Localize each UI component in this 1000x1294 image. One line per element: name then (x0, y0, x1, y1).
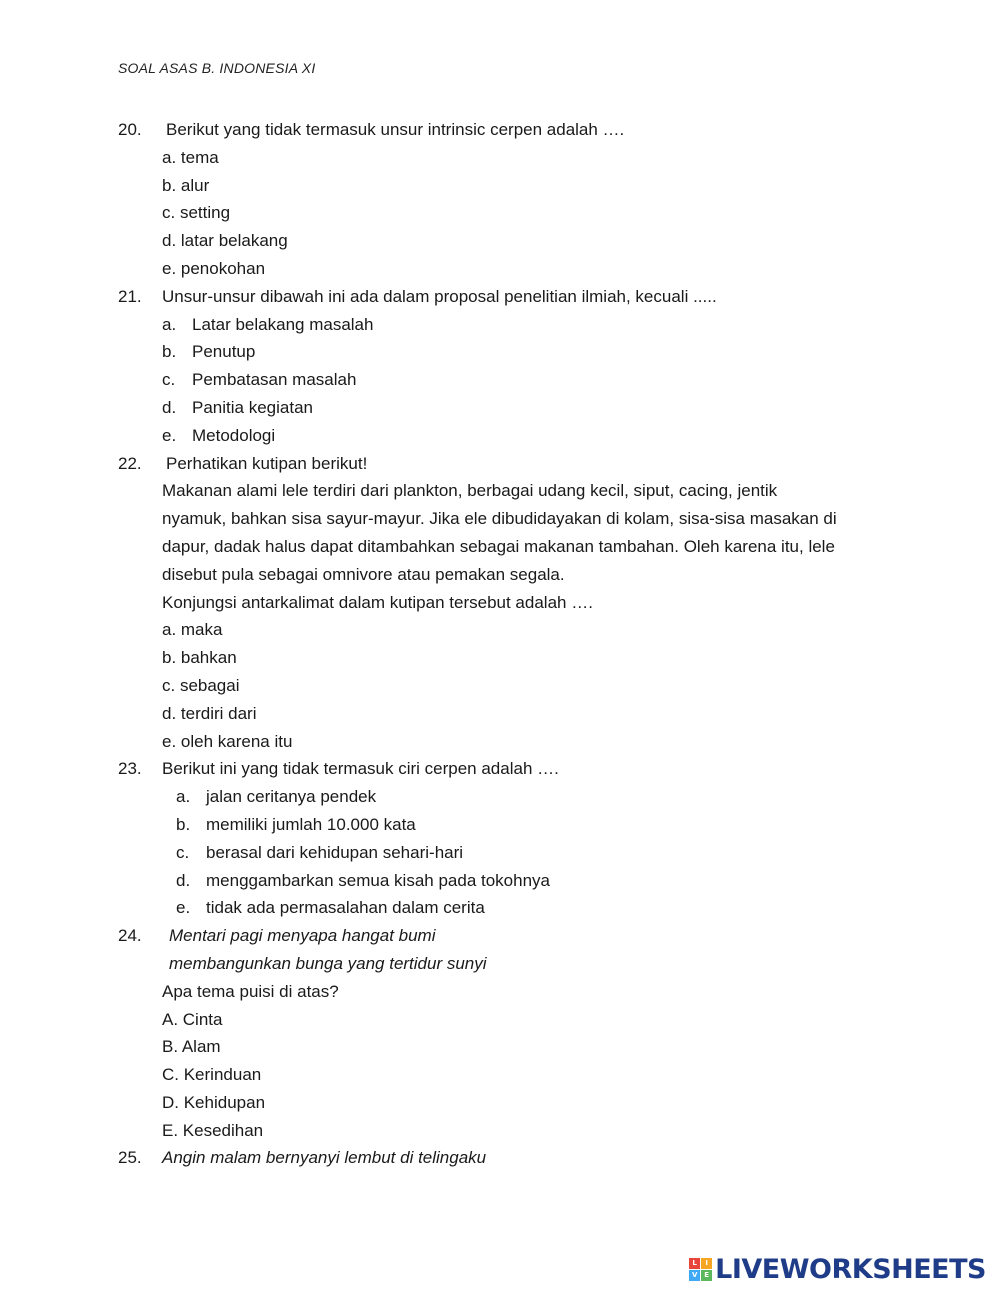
option-letter: c. (176, 842, 190, 862)
question-20 (118, 116, 888, 144)
option-text: berasal dari kehidupan sehari-hari (206, 842, 464, 862)
question-prompt: Konjungsi antarkalimat dalam kutipan tersebut adalah …. (162, 592, 593, 612)
option-letter: b. (176, 814, 191, 834)
poem-line: Angin malam bernyanyi lembut di telingaku (162, 1148, 487, 1168)
option-item[interactable]: C. Kerinduan (162, 1065, 262, 1085)
option-text: jalan ceritanya pendek (206, 787, 377, 807)
option-item[interactable] (118, 839, 888, 867)
option-item[interactable]: A. Cinta (162, 1009, 223, 1029)
option-letter: a. (162, 314, 177, 334)
option-item[interactable] (118, 394, 888, 422)
question-23 (118, 755, 888, 783)
option-item[interactable]: d. latar belakang (162, 231, 288, 251)
poem-line: membangunkan bunga yang tertidur sunyi (169, 953, 487, 973)
option-item[interactable]: D. Kehidupan (162, 1092, 266, 1112)
option-item[interactable]: a. tema (162, 147, 219, 167)
passage-line: Makanan alami lele terdiri dari plankton, berbagai udang kecil, siput, cacing, jentik (162, 481, 778, 501)
question-number: 24. (118, 926, 142, 946)
option-item[interactable] (118, 894, 888, 922)
question-text: Berikut yang tidak termasuk unsur intrinsic cerpen adalah …. (166, 120, 625, 139)
option-item[interactable] (118, 338, 888, 366)
option-item[interactable]: a. maka (162, 620, 223, 640)
option-letter: c. (162, 370, 176, 390)
question-25 (118, 1144, 888, 1172)
option-item[interactable]: B. Alam (162, 1037, 221, 1057)
option-item[interactable]: d. terdiri dari (162, 703, 257, 723)
option-item[interactable] (118, 811, 888, 839)
option-letter: d. (176, 870, 191, 890)
question-text: Berikut ini yang tidak termasuk ciri cerpen adalah …. (162, 759, 559, 779)
worksheet-content (118, 116, 888, 1172)
option-item[interactable] (118, 366, 888, 394)
question-24 (118, 922, 888, 950)
option-text: memiliki jumlah 10.000 kata (206, 814, 416, 834)
option-item[interactable]: b. alur (162, 175, 210, 195)
option-text: Panitia kegiatan (192, 397, 313, 417)
question-number: 20. (118, 120, 142, 139)
option-letter: e. (176, 898, 191, 918)
option-item[interactable] (118, 867, 888, 895)
option-item[interactable]: c. sebagai (162, 675, 240, 695)
option-item[interactable]: e. oleh karena itu (162, 731, 293, 751)
option-letter: b. (162, 342, 177, 362)
question-number: 25. (118, 1148, 142, 1168)
passage-line: nyamuk, bahkan sisa sayur-mayur. Jika ele dibudidayakan di kolam, sisa-sisa masakan di (162, 509, 837, 529)
poem-line: Mentari pagi menyapa hangat bumi (169, 926, 436, 946)
logo-text: LIVEWORKSHEETS (715, 1253, 986, 1285)
option-text: Latar belakang masalah (192, 314, 374, 334)
option-item[interactable] (118, 783, 888, 811)
option-item[interactable]: b. bahkan (162, 648, 237, 668)
option-letter: d. (162, 397, 177, 417)
question-prompt: Apa tema puisi di atas? (162, 981, 339, 1001)
option-letter: e. (162, 425, 177, 445)
option-letter: a. (176, 787, 191, 807)
passage-line: dapur, dadak halus dapat ditambahkan sebagai makanan tambahan. Oleh karena itu, lele (162, 536, 835, 556)
question-21 (118, 283, 888, 311)
logo-letter: E (701, 1270, 712, 1281)
logo-letter: L (689, 1258, 700, 1269)
option-text: Metodologi (192, 425, 276, 445)
option-item[interactable]: c. setting (162, 203, 231, 223)
question-22 (118, 450, 888, 478)
option-text: Penutup (192, 342, 256, 362)
option-item[interactable]: e. penokohan (162, 258, 266, 278)
option-item[interactable] (118, 422, 888, 450)
option-item[interactable]: E. Kesedihan (162, 1120, 264, 1140)
passage-line: disebut pula sebagai omnivore atau pemakan segala. (162, 564, 565, 584)
logo-letter: I (701, 1258, 712, 1269)
liveworksheets-logo (689, 1252, 986, 1286)
question-number: 23. (118, 759, 142, 779)
question-number: 22. (118, 453, 142, 473)
option-text: menggambarkan semua kisah pada tokohnya (206, 870, 550, 890)
logo-icon (689, 1258, 712, 1281)
option-text: tidak ada permasalahan dalam cerita (206, 898, 485, 918)
question-text: Perhatikan kutipan berikut! (166, 453, 368, 473)
logo-letter: V (689, 1270, 700, 1281)
question-number: 21. (118, 286, 142, 306)
option-text: Pembatasan masalah (192, 370, 357, 390)
option-item[interactable] (118, 311, 888, 339)
page-header: SOAL ASAS B. INDONESIA XI (118, 60, 316, 76)
question-text: Unsur-unsur dibawah ini ada dalam proposal penelitian ilmiah, kecuali ..... (162, 286, 717, 306)
